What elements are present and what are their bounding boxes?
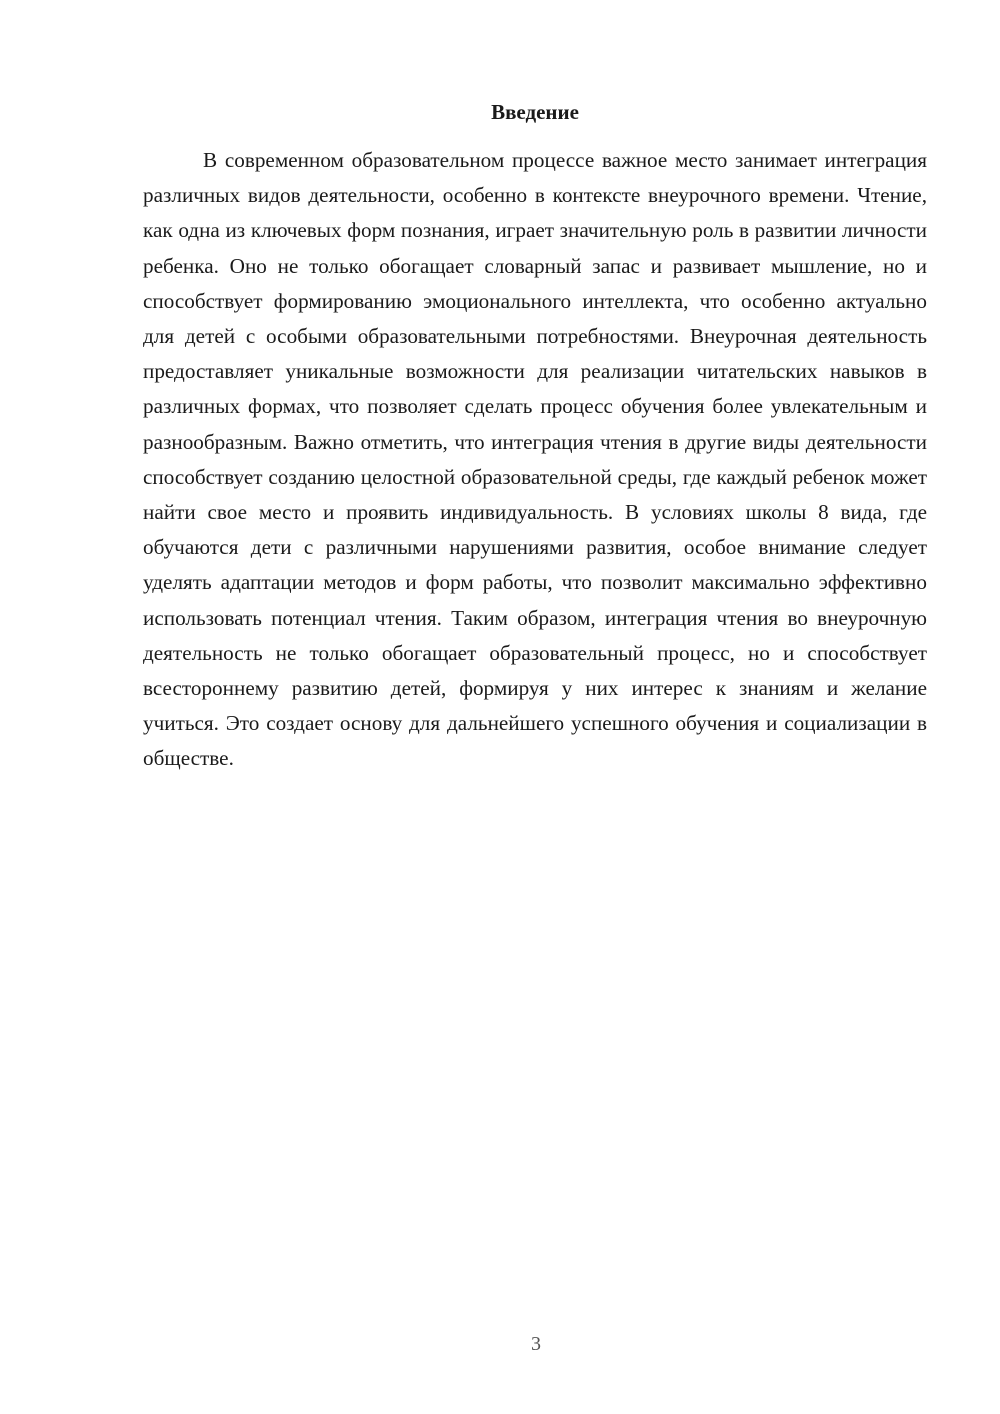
page-number: 3: [531, 1333, 541, 1355]
body-paragraph: В современном образовательном процессе важное место занимает интеграция различных видов деятельности, особенно в контексте внеурочного времени. Чтение, как одна из ключевых форм познания, играет значительную роль в развитии личности ребенка. Оно не только обогащает словарный запас и развивает мышление, но и способствует формированию эмоционального интеллекта, что особенно актуально для детей с особыми образовательными потребностями. Внеурочная деятельность предоставляет уникальные возможности для реализации читательских навыков в различных формах, что позволяет сделать процесс обучения более увлекательным и разнообразным. Важно отметить, что интеграция чтения в другие виды деятельности способствует созданию целостной образовательной среды, где каждый ребенок может найти свое место и проявить индивидуальность. В условиях школы 8 вида, где обучаются дети с различными нарушениями развития, особое внимание следует уделять адаптации методов и форм работы, что позволит максимально эффективно использовать потенциал чтения. Таким образом, интеграция чтения во внеурочную деятельность не только обогащает образовательный процесс, но и способствует всестороннему развитию детей, формируя у них интерес к знаниям и желание учиться. Это создает основу для дальнейшего успешного обучения и социализации в обществе.: [143, 148, 927, 771]
section-heading: Введение: [491, 100, 579, 124]
